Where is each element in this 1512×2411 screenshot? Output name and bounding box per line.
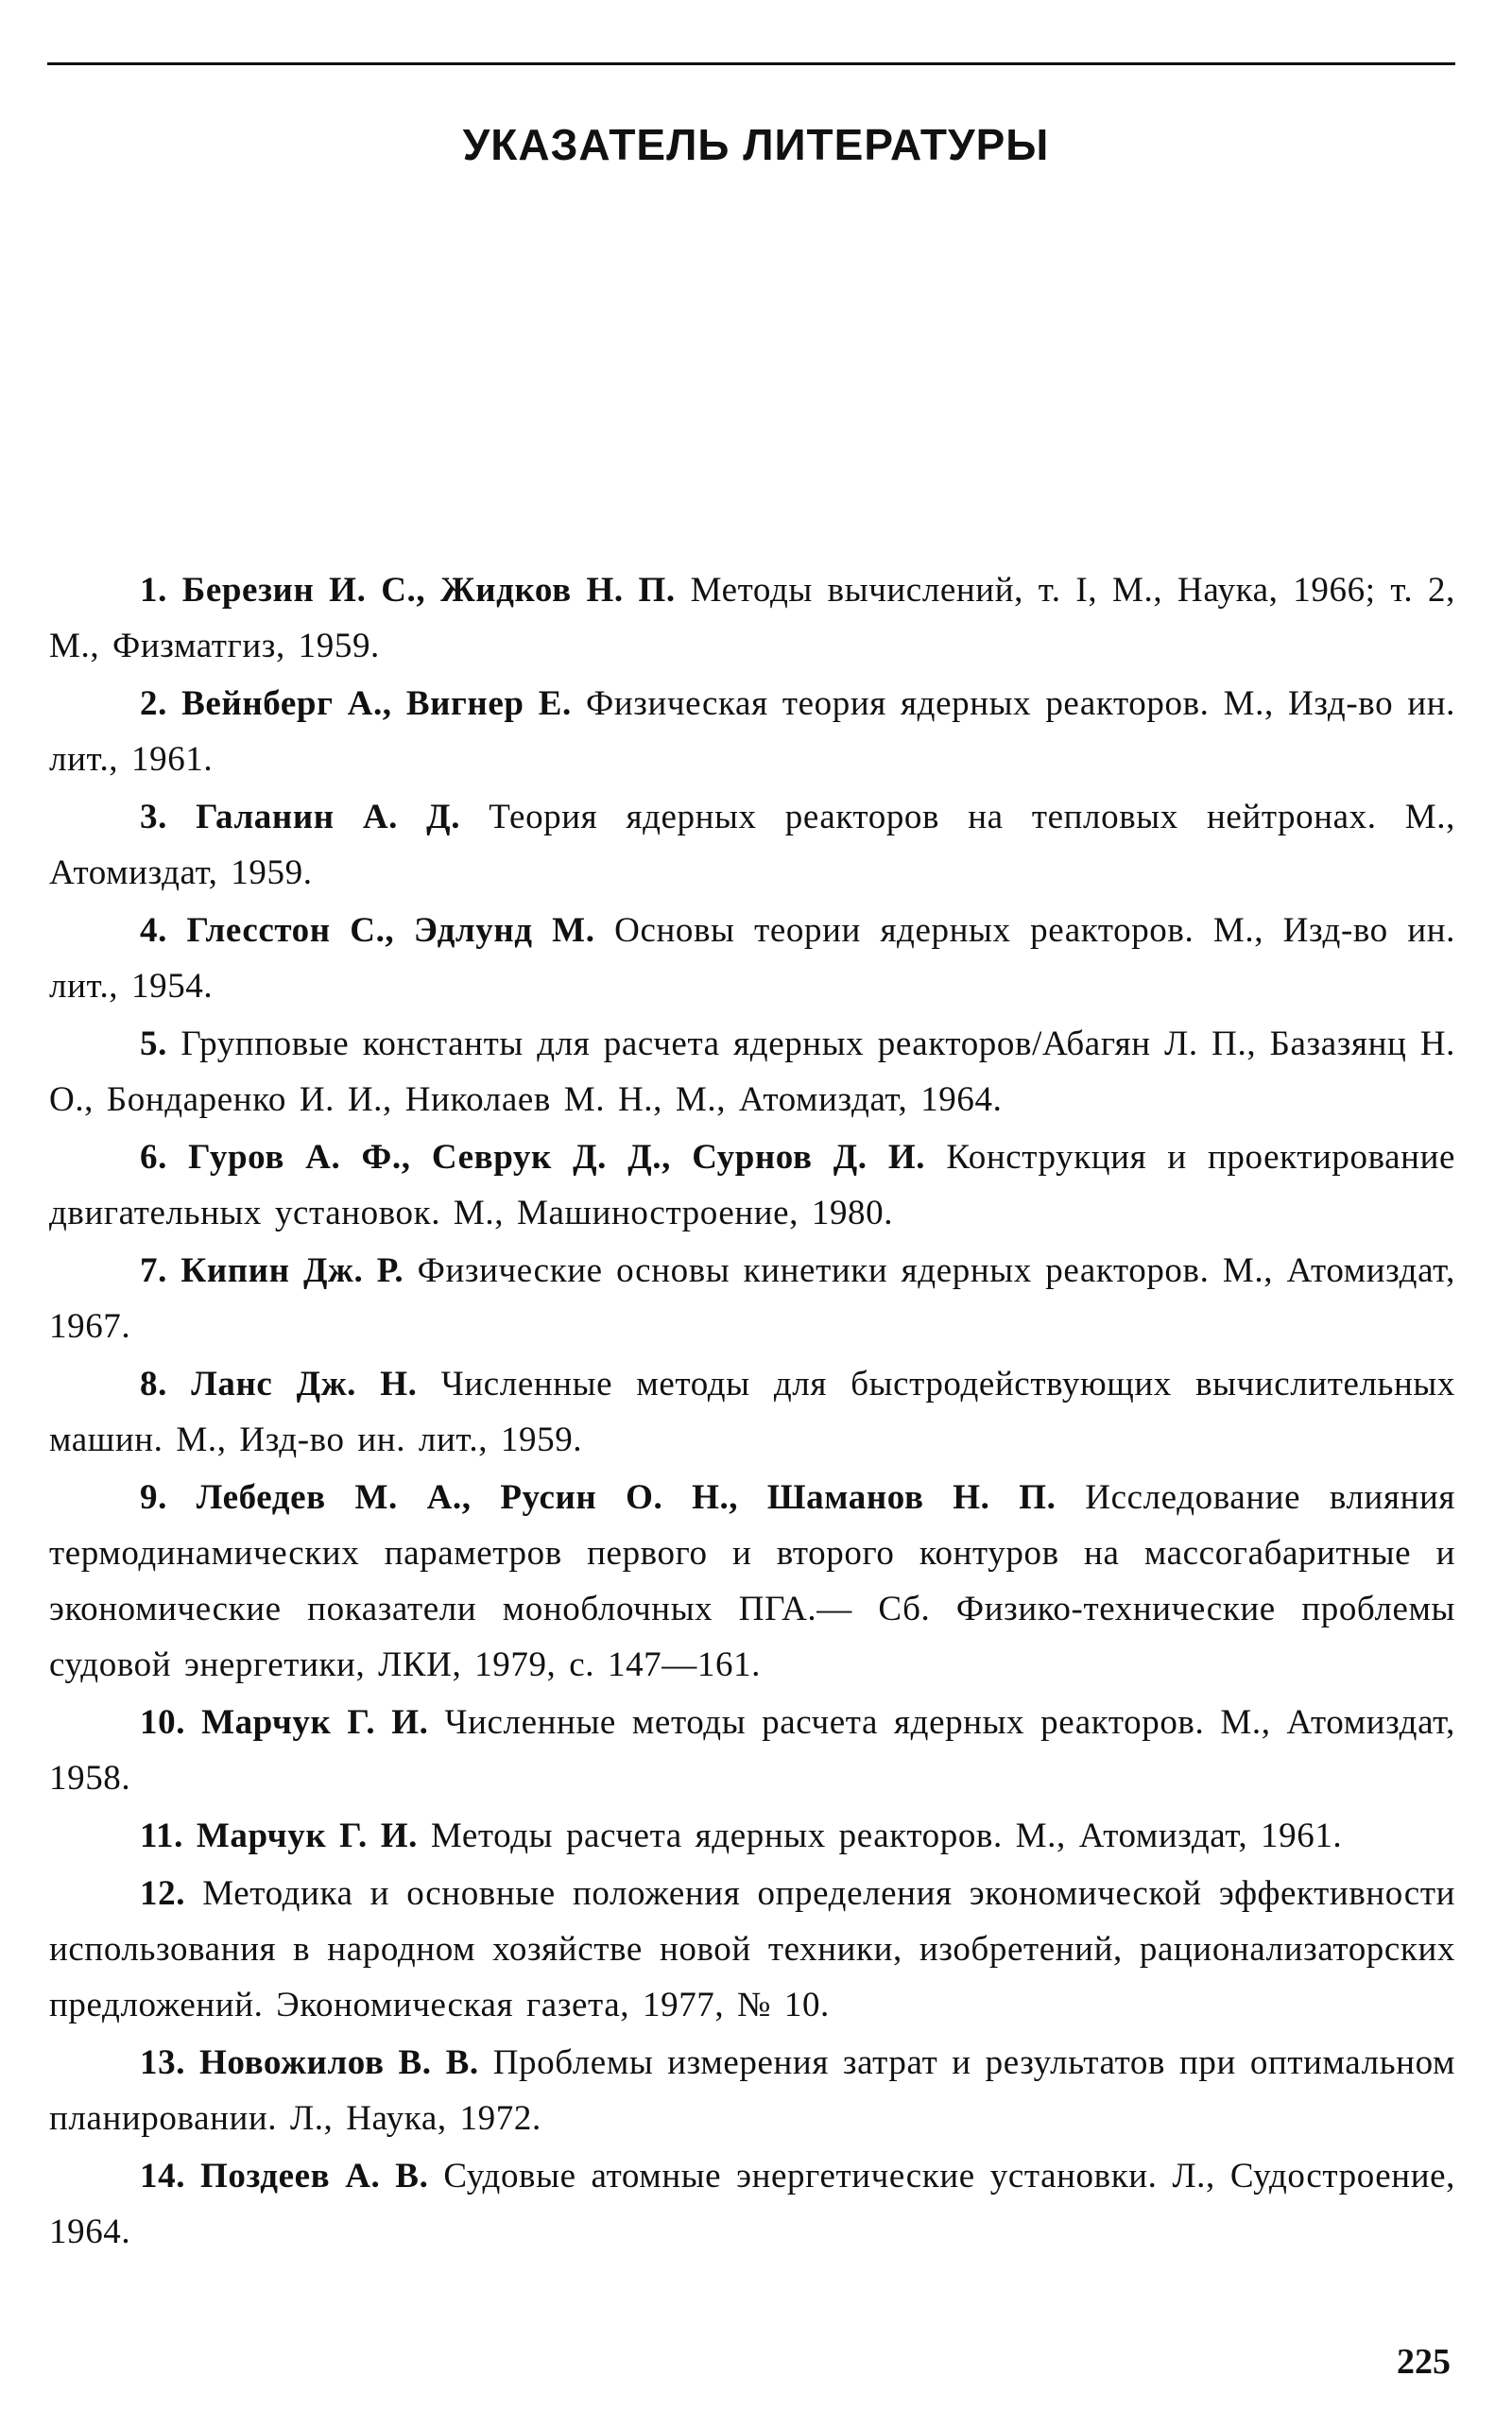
reference-number: 1. [140,571,167,610]
reference-authors: Глесстон С., Эдлунд М. [186,911,595,950]
top-rule [47,62,1455,65]
reference-authors: Лебедев М. А., Русин О. Н., Шаманов Н. П. [196,1478,1057,1517]
reference-authors: Новожилов В. В. [199,2043,479,2082]
reference-number: 3. [140,798,167,836]
reference-number: 11. [140,1817,184,1855]
reference-number: 10. [140,1703,186,1742]
reference-item [49,903,1455,1014]
reference-number: 6. [140,1138,167,1177]
reference-authors: Ланс Дж. Н. [191,1365,418,1404]
reference-text: Конструкция и проектирование двигательных установок. М., Машиностроение, 1980. [49,1138,1455,1232]
reference-text: Судовые атомные энергетические установки. Л., Судостроение, 1964. [49,2157,1455,2251]
reference-text: Методы вычислений, т. I, М., Наука, 1966; т. 2, М., Физматгиз, 1959. [49,571,1455,665]
reference-item [49,1695,1455,1806]
reference-item [49,1129,1455,1241]
reference-text: Групповые константы для расчета ядерных реакторов/Абагян Л. П., Базазянц Н. О., Бондаренко И. И., Николаев М. Н., М., Атомиздат, 1964. [49,1025,1456,1119]
reference-number: 5. [140,1025,167,1063]
page-title: УКАЗАТЕЛЬ ЛИТЕРАТУРЫ [462,120,1050,169]
reference-authors: Марчук Г. И. [201,1703,429,1742]
page-number: 225 [1397,2342,1451,2382]
reference-number: 12. [140,1874,186,1913]
reference-text: Физическая теория ядерных реакторов. М., Изд-во ин. лит., 1961. [49,684,1455,779]
reference-authors: Поздеев А. В. [200,2157,429,2196]
reference-item [49,1470,1455,1693]
reference-authors: Галанин А. Д. [196,798,461,836]
reference-item [49,1016,1455,1128]
reference-text: Методика и основные положения определения экономической эффективности использования в народном хозяйстве новой техники, изобретений, рационализаторских предложений. Экономическая газета, 1977, № 10. [49,1874,1455,2024]
reference-text: Проблемы измерения затрат и результатов при оптимальном планировании. Л., Наука, 1972. [49,2043,1455,2138]
reference-number: 13. [140,2043,186,2082]
reference-item [49,1866,1455,2033]
reference-number: 7. [140,1251,167,1290]
reference-item [49,2035,1455,2146]
reference-text: Численные методы расчета ядерных реакторов. М., Атомиздат, 1958. [49,1703,1455,1798]
reference-text: Численные методы для быстродействующих вычислительных машин. М., Изд-во ин. лит., 1959. [49,1365,1455,1459]
reference-text: Исследование влияния термодинамических параметров первого и второго контуров на массогабаритные и экономические показатели моноблочных ПГА.— Сб. Физико-технические проблемы судовой энергетики, ЛКИ, 1979, с. 147—161. [49,1478,1455,1684]
reference-list [49,562,1455,2262]
reference-text: Основы теории ядерных реакторов. М., Изд-во ин. лит., 1954. [49,911,1455,1006]
reference-authors: Кипин Дж. Р. [180,1251,404,1290]
reference-authors: Гуров А. Ф., Севрук Д. Д., Сурнов Д. И. [188,1138,926,1177]
reference-item [49,562,1455,674]
reference-item [49,789,1455,901]
reference-item [49,2148,1455,2260]
reference-number: 14. [140,2157,186,2196]
reference-item [49,1243,1455,1354]
reference-item [49,1356,1455,1468]
reference-number: 4. [140,911,167,950]
reference-item [49,676,1455,787]
reference-text: Физические основы кинетики ядерных реакторов. М., Атомиздат, 1967. [49,1251,1456,1346]
reference-authors: Березин И. С., Жидков Н. П. [181,571,676,610]
reference-text: Теория ядерных реакторов на тепловых нейтронах. М., Атомиздат, 1959. [49,798,1455,892]
reference-number: 2. [140,684,167,723]
reference-number: 9. [140,1478,167,1517]
reference-authors: Марчук Г. И. [196,1817,418,1855]
reference-number: 8. [140,1365,167,1404]
reference-item [49,1808,1455,1864]
reference-authors: Вейнберг А., Вигнер Е. [181,684,572,723]
reference-text: Методы расчета ядерных реакторов. М., Атомиздат, 1961. [430,1817,1343,1855]
